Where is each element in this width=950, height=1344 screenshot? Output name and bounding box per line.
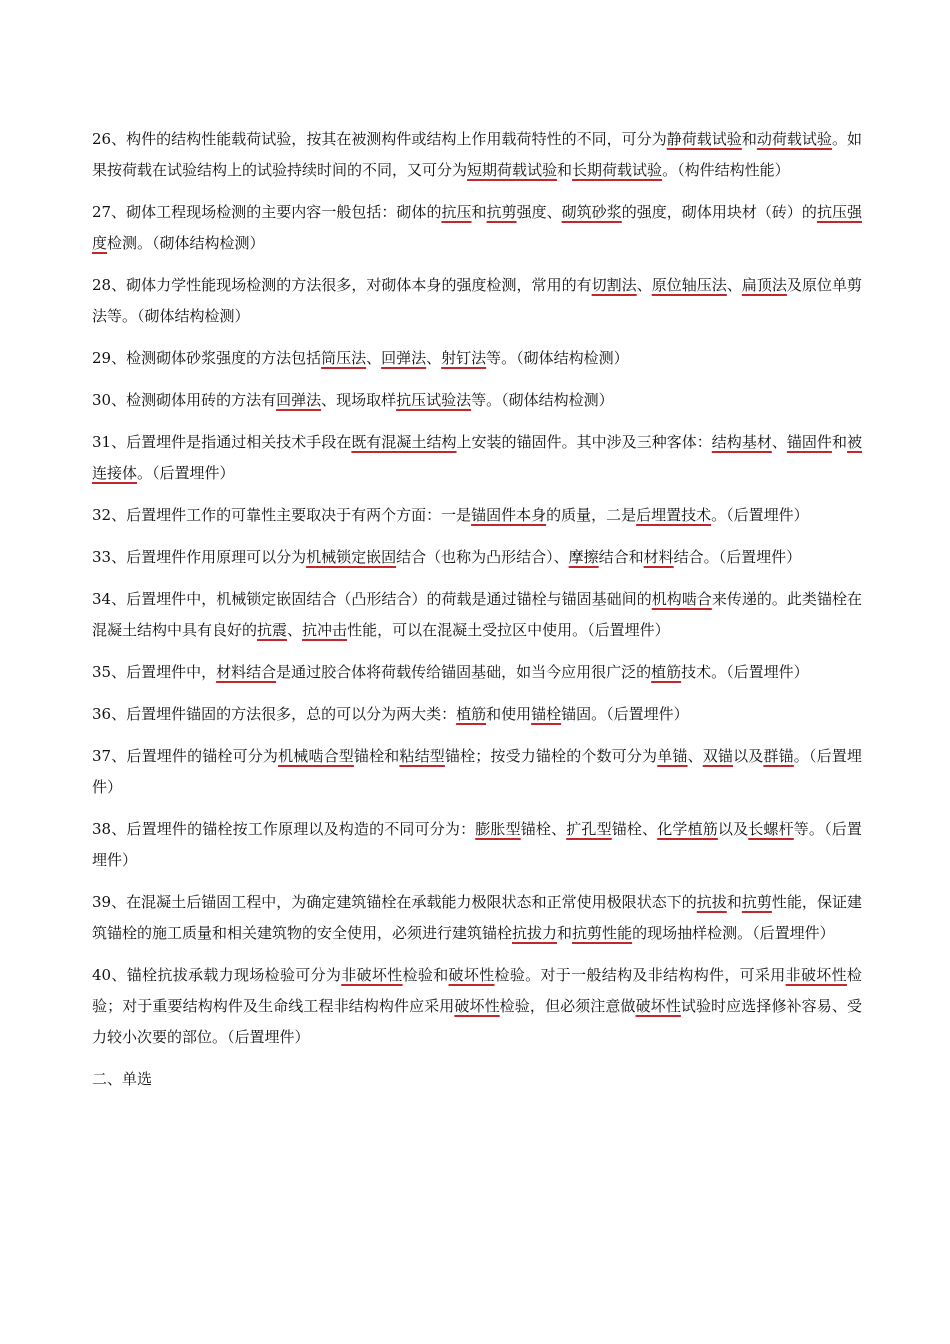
question-text: 28、砌体力学性能现场检测的方法很多，对砌体本身的强度检测，常用的有 — [92, 276, 592, 294]
question-text: 40、锚栓抗拔承载力现场检验可分为 — [92, 966, 342, 984]
answer-blank: 植筋 — [651, 663, 682, 681]
answer-blank: 切割法 — [591, 276, 637, 294]
answer-blank: 粘结型 — [399, 747, 445, 765]
question-text: 38、后置埋件的锚栓按工作原理以及构造的不同可分为： — [92, 820, 476, 838]
question-text: 33、后置埋件作用原理可以分为 — [92, 548, 307, 566]
question-paragraph — [92, 343, 862, 374]
question-paragraph — [92, 385, 862, 416]
question-text: 等。（砌体结构检测） — [486, 349, 629, 367]
question-text: 的现场抽样检测。（后置埋件） — [632, 924, 835, 942]
question-text: 。如果按荷载在试验结构上的试验持续时间的不同，又可分为 — [92, 130, 862, 179]
section-heading: 二、单选 — [92, 1070, 153, 1088]
question-text: 32、后置埋件工作的可靠性主要取决于有两个方面：一是 — [92, 506, 472, 524]
question-text: 以及 — [733, 747, 764, 765]
answer-blank: 抗震 — [257, 621, 288, 639]
question-text: 27、砌体工程现场检测的主要内容一般包括：砌体的 — [92, 203, 442, 221]
question-text: 36、后置埋件锚固的方法很多，总的可以分为两大类： — [92, 705, 457, 723]
question-paragraph — [92, 699, 862, 730]
answer-blank: 长期荷载试验 — [572, 161, 663, 179]
answer-blank: 动荷载试验 — [756, 130, 832, 148]
question-text: 检测。（砌体结构检测） — [107, 234, 265, 252]
answer-blank: 既有混凝土结构 — [351, 433, 457, 451]
answer-blank: 非破坏性 — [341, 966, 403, 984]
question-paragraph — [92, 270, 862, 332]
answer-blank: 抗压 — [441, 203, 472, 221]
answer-blank: 抗剪性能 — [572, 924, 633, 942]
question-text: 锚栓、 — [520, 820, 567, 838]
answer-blank: 非破坏性 — [785, 966, 847, 984]
answer-blank: 回弹法 — [381, 349, 427, 367]
answer-blank: 锚栓 — [531, 705, 562, 723]
question-text: 的质量，二是 — [546, 506, 637, 524]
question-text: 性能，保证建筑锚栓的施工质量和相关建筑物的安全使用，必须进行建筑锚栓 — [92, 893, 862, 942]
question-text: 。（后置埋件） — [711, 506, 809, 524]
question-text: 、 — [287, 621, 303, 639]
answer-blank: 抗剪 — [741, 893, 772, 911]
question-paragraph — [92, 542, 862, 573]
answer-blank: 抗冲击 — [302, 621, 348, 639]
answer-blank: 群锚 — [763, 747, 794, 765]
question-text: 和 — [831, 433, 847, 451]
answer-blank: 抗剪 — [486, 203, 517, 221]
answer-blank: 长螺杆 — [748, 820, 794, 838]
answer-blank: 扩孔型 — [566, 820, 612, 838]
answer-blank: 锚固件 — [786, 433, 832, 451]
answer-blank: 后埋置技术 — [636, 506, 712, 524]
question-text: 检验，但必须注意做 — [499, 997, 636, 1015]
answer-blank: 材料结合 — [216, 663, 277, 681]
answer-blank: 双锚 — [702, 747, 734, 765]
question-paragraph — [92, 657, 862, 688]
question-text: 、 — [426, 349, 442, 367]
question-text: 结合。（后置埋件） — [673, 548, 802, 566]
question-paragraph — [92, 887, 862, 949]
question-text: 和 — [471, 203, 487, 221]
question-text: 以及 — [717, 820, 749, 838]
question-text: 锚栓和 — [353, 747, 400, 765]
question-text: 。（后置埋件） — [92, 747, 862, 796]
answer-blank: 抗拔力 — [512, 924, 558, 942]
answer-blank: 锚固件本身 — [471, 506, 547, 524]
question-text: 的强度，砌体用块材（砖）的 — [621, 203, 817, 221]
question-text: 。（构件结构性能） — [662, 161, 790, 179]
question-text: 和使用 — [486, 705, 532, 723]
question-text: 结合（也称为凸形结合）、 — [396, 548, 569, 566]
question-text: 30、检测砌体用砖的方法有 — [92, 391, 277, 409]
question-paragraph — [92, 741, 862, 803]
question-text: 等。（砌体结构检测） — [471, 391, 614, 409]
question-text: 技术。（后置埋件） — [681, 663, 809, 681]
question-text: 、现场取样 — [321, 391, 397, 409]
answer-blank: 抗压试验法 — [396, 391, 472, 409]
answer-blank: 静荷载试验 — [666, 130, 742, 148]
question-text: 34、后置埋件中，机械锁定嵌固结合（凸形结合）的荷载是通过锚栓与锚固基础间的 — [92, 590, 652, 608]
question-paragraph — [92, 814, 862, 876]
question-text: 上安装的锚固件。其中涉及三种客体： — [456, 433, 712, 451]
question-text: 锚栓；按受力锚栓的个数可分为 — [444, 747, 658, 765]
question-text: 检验。对于一般结构及非结构构件，可采用 — [494, 966, 786, 984]
question-text: 和 — [741, 130, 757, 148]
answer-blank: 破坏性 — [454, 997, 500, 1015]
answer-blank: 扁顶法 — [741, 276, 787, 294]
answer-blank: 砌筑砂浆 — [561, 203, 622, 221]
question-text: 。（后置埋件） — [137, 464, 235, 482]
question-text: 31、后置埋件是指通过相关技术手段在 — [92, 433, 352, 451]
fill-in-questions — [92, 124, 862, 1053]
answer-blank: 植筋 — [456, 705, 487, 723]
answer-blank: 短期荷载试验 — [467, 161, 558, 179]
question-text: 、 — [726, 276, 742, 294]
question-text: 和 — [557, 161, 573, 179]
question-text: 37、后置埋件的锚栓可分为 — [92, 747, 279, 765]
question-text: 试验时应选择修补容易、受力较小次要的部位。（后置埋件） — [92, 997, 862, 1046]
question-text: 和 — [557, 924, 573, 942]
answer-blank: 抗压强度 — [92, 203, 862, 252]
answer-blank: 膨胀型 — [475, 820, 521, 838]
answer-blank: 化学植筋 — [657, 820, 718, 838]
question-text: 来传递的。此类锚栓在混凝土结构中具有良好的 — [92, 590, 862, 639]
answer-blank: 原位轴压法 — [651, 276, 727, 294]
question-text: 、 — [366, 349, 382, 367]
question-paragraph — [92, 124, 862, 186]
question-text: 性能，可以在混凝土受拉区中使用。（后置埋件） — [347, 621, 670, 639]
question-text: 39、在混凝土后锚固工程中，为确定建筑锚栓在承载能力极限状态和正常使用极限状态下的 — [92, 893, 697, 911]
answer-blank: 破坏性 — [448, 966, 495, 984]
question-text: 及原位单剪法等。（砌体结构检测） — [92, 276, 862, 325]
answer-blank: 机械锁定嵌固 — [306, 548, 397, 566]
answer-blank: 结构基材 — [711, 433, 772, 451]
answer-blank: 抗拔 — [696, 893, 727, 911]
question-text: 检验和 — [402, 966, 449, 984]
question-paragraph — [92, 960, 862, 1053]
question-paragraph — [92, 584, 862, 646]
question-paragraph — [92, 500, 862, 531]
document-body — [92, 124, 862, 1110]
question-text: 、 — [771, 433, 787, 451]
question-text: 、 — [636, 276, 652, 294]
question-text: 等。（后置埋件） — [92, 820, 862, 869]
answer-blank: 破坏性 — [635, 997, 681, 1015]
answer-blank: 机构啮合 — [651, 590, 712, 608]
question-text: 强度、 — [516, 203, 562, 221]
question-paragraph — [92, 427, 862, 489]
question-text: 26、构件的结构性能载荷试验，按其在被测构件或结构上作用载荷特性的不同，可分为 — [92, 130, 667, 148]
question-text: 锚固。（后置埋件） — [561, 705, 689, 723]
answer-blank: 材料 — [643, 548, 674, 566]
question-text: 和 — [726, 893, 742, 911]
answer-blank: 机械啮合型 — [278, 747, 354, 765]
question-text: 29、检测砌体砂浆强度的方法包括 — [92, 349, 322, 367]
answer-blank: 回弹法 — [276, 391, 322, 409]
question-text: 是通过胶合体将荷载传给锚固基础，如当今应用很广泛的 — [276, 663, 652, 681]
answer-blank: 筒压法 — [321, 349, 367, 367]
question-text: 、 — [687, 747, 703, 765]
answer-blank: 射钉法 — [441, 349, 487, 367]
answer-blank: 摩擦 — [568, 548, 599, 566]
question-text: 结合和 — [598, 548, 644, 566]
answer-blank: 单锚 — [657, 747, 688, 765]
answer-blank: 被连接体 — [92, 433, 862, 482]
question-text: 检验；对于重要结构构件及生命线工程非结构构件应采用 — [92, 966, 862, 1015]
question-text: 35、后置埋件中， — [92, 663, 217, 681]
question-paragraph — [92, 197, 862, 259]
question-text: 锚栓、 — [611, 820, 658, 838]
